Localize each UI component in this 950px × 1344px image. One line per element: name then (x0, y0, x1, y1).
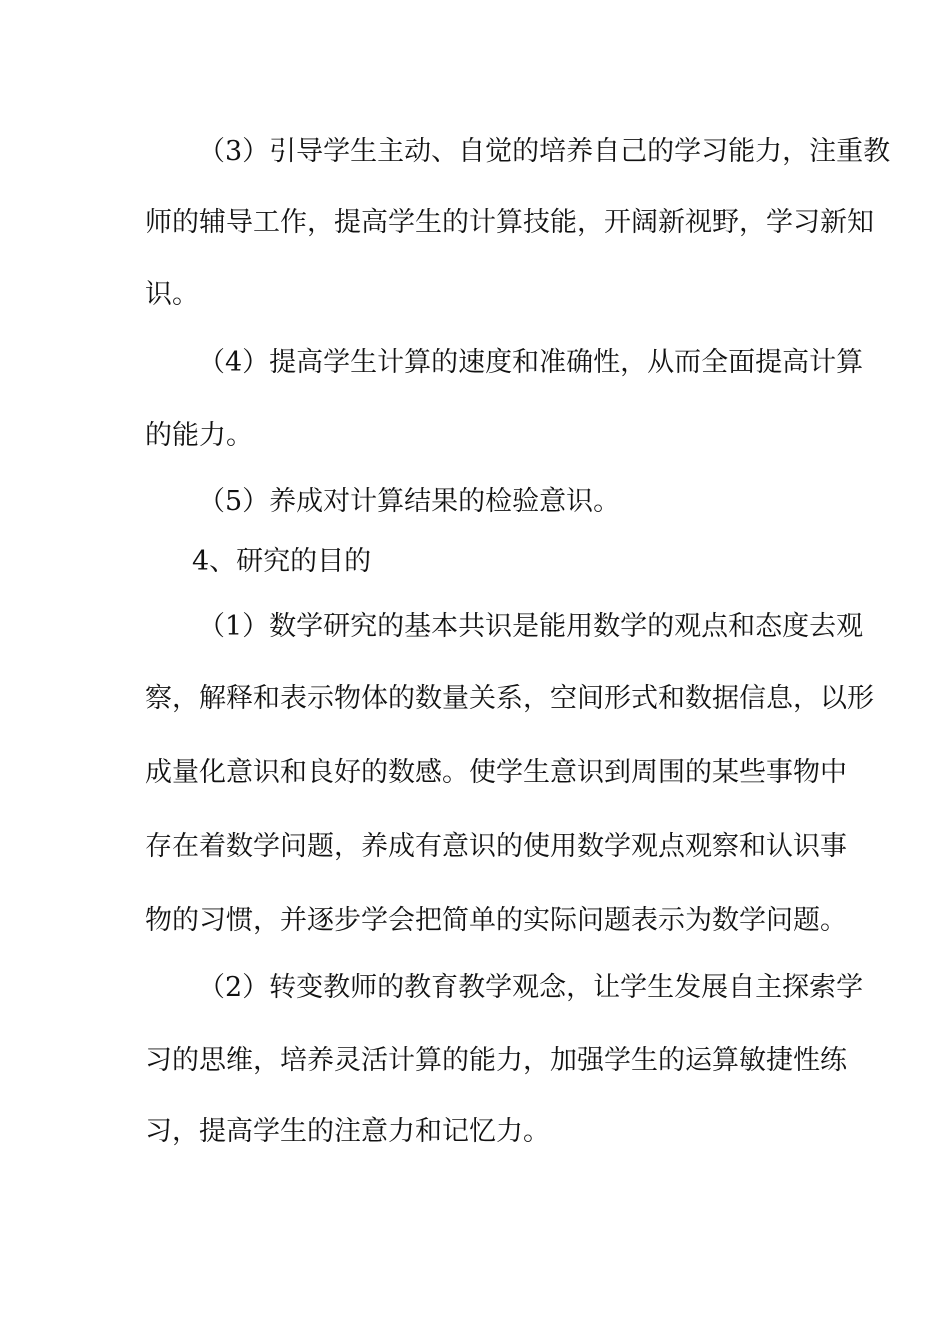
paragraph-5-line-1: （5）养成对计算结果的检验意识。 (198, 486, 621, 517)
paragraph-3-line-2: 师的辅导工作，提高学生的计算技能，开阔新视野，学习新知 (145, 207, 874, 238)
paragraph-4-line-2: 的能力。 (145, 420, 253, 451)
paragraph-1-line-2: 察，解释和表示物体的数量关系，空间形式和数据信息，以形 (145, 683, 874, 714)
paragraph-4-line-1: （4）提高学生计算的速度和准确性，从而全面提高计算 (198, 347, 864, 378)
paragraph-2-line-1: （2）转变教师的教育教学观念，让学生发展自主探索学 (198, 972, 864, 1003)
paragraph-1-line-4: 存在着数学问题，养成有意识的使用数学观点观察和认识事 (145, 831, 847, 862)
paragraph-2-line-3: 习，提高学生的注意力和记忆力。 (145, 1116, 550, 1147)
section-heading-4: 4、研究的目的 (192, 546, 372, 577)
paragraph-1-line-5: 物的习惯，并逐步学会把简单的实际问题表示为数学问题。 (145, 905, 847, 936)
paragraph-1-line-1: （1）数学研究的基本共识是能用数学的观点和态度去观 (198, 611, 864, 642)
paragraph-1-line-3: 成量化意识和良好的数感。使学生意识到周围的某些事物中 (145, 757, 847, 788)
paragraph-3-line-1: （3）引导学生主动、自觉的培养自己的学习能力，注重教 (198, 136, 891, 167)
paragraph-3-line-3: 识。 (145, 279, 199, 310)
paragraph-2-line-2: 习的思维，培养灵活计算的能力，加强学生的运算敏捷性练 (145, 1045, 847, 1076)
